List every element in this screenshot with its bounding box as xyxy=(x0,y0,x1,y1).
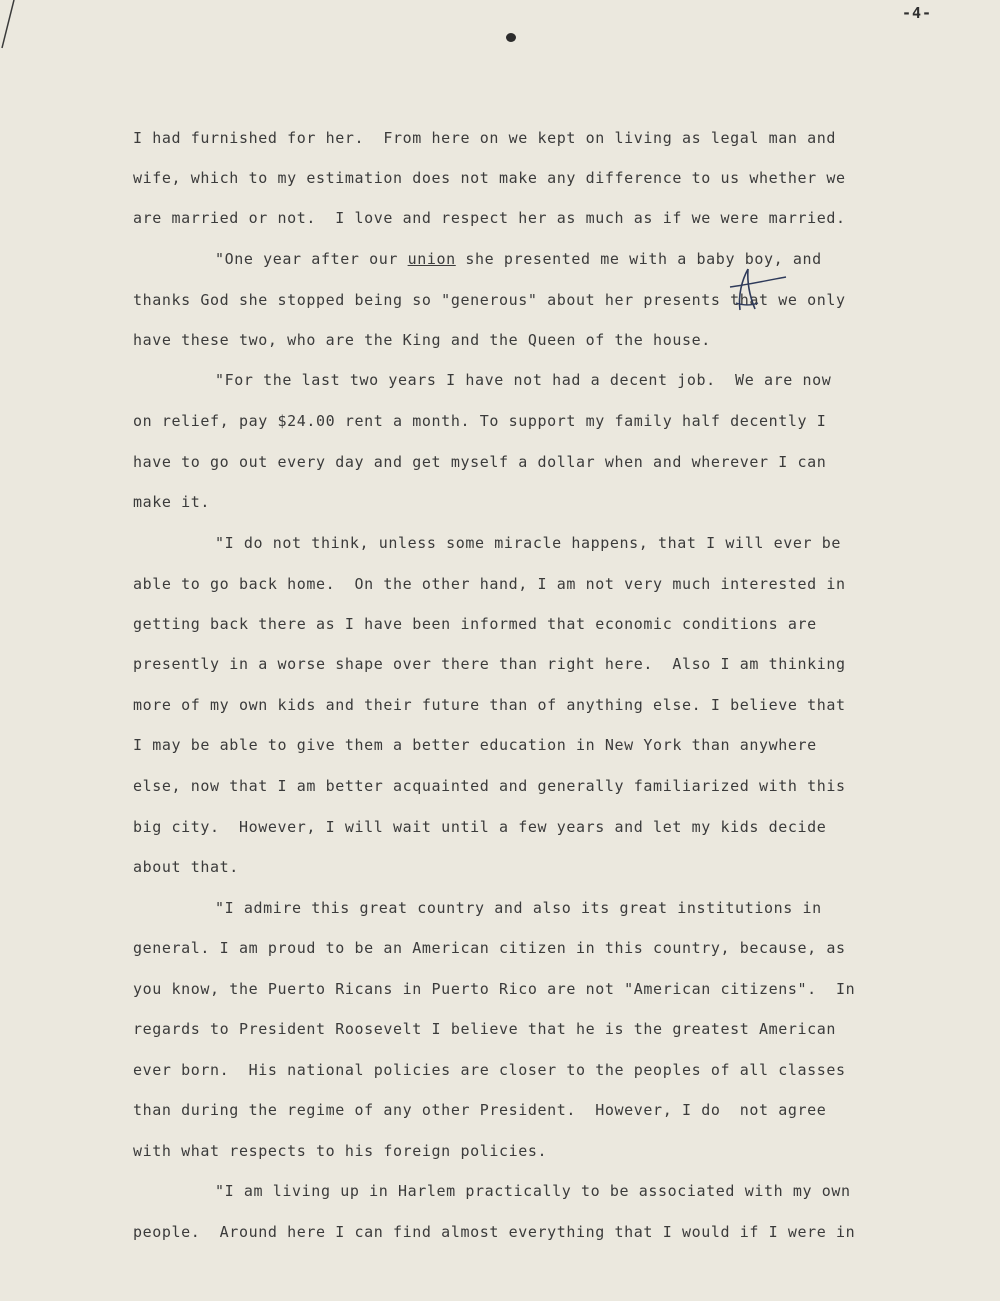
text-line: about that. xyxy=(133,858,239,876)
handwritten-correction-mark xyxy=(700,265,790,315)
text-line: "For the last two years I have not had a decent job. We are now xyxy=(215,371,832,389)
text-segment: she presented me with a baby boy, and xyxy=(455,250,822,268)
text-line: are married or not. I love and respect her as much as if we were married. xyxy=(133,209,846,227)
text-line: have to go out every day and get myself a dollar when and wherever I can xyxy=(133,453,827,471)
text-line: more of my own kids and their future than of anything else. I believe that xyxy=(133,696,846,714)
text-line: thanks God she stopped being so "generous" about her presents that we only xyxy=(133,291,846,309)
text-line: regards to President Roosevelt I believe that he is the greatest American xyxy=(133,1020,837,1038)
text-segment: "One year after our xyxy=(215,250,408,268)
text-line: I had furnished for her. From here on we kept on living as legal man and xyxy=(133,129,837,147)
text-line: big city. However, I will wait until a few years and let my kids decide xyxy=(133,818,827,836)
text-line: able to go back home. On the other hand, I am not very much interested in xyxy=(133,575,846,593)
text-line: else, now that I am better acquainted and generally familiarized with this xyxy=(133,777,846,795)
text-line: on relief, pay $24.00 rent a month. To support my family half decently I xyxy=(133,412,827,430)
text-line: people. Around here I can find almost everything that I would if I were in xyxy=(133,1223,856,1241)
text-line: general. I am proud to be an American citizen in this country, because, as xyxy=(133,939,846,957)
text-line: with what respects to his foreign policies. xyxy=(133,1142,548,1160)
text-line: "I do not think, unless some miracle happens, that I will ever be xyxy=(215,534,841,552)
underlined-word: union xyxy=(407,250,456,268)
text-line: than during the regime of any other President. However, I do not agree xyxy=(133,1101,827,1119)
page-edge-mark xyxy=(0,0,30,60)
text-line: ever born. His national policies are closer to the peoples of all classes xyxy=(133,1061,846,1079)
text-line: I may be able to give them a better education in New York than anywhere xyxy=(133,736,817,754)
text-line: make it. xyxy=(133,493,211,511)
page-number: -4- xyxy=(902,4,933,22)
text-line: have these two, who are the King and the Queen of the house. xyxy=(133,331,711,349)
text-line: wife, which to my estimation does not make any difference to us whether we xyxy=(133,169,846,187)
text-line: "I admire this great country and also its great institutions in xyxy=(215,899,822,917)
text-line: presently in a worse shape over there than right here. Also I am thinking xyxy=(133,655,846,673)
text-line: "I am living up in Harlem practically to be associated with my own xyxy=(215,1182,851,1200)
text-line: you know, the Puerto Ricans in Puerto Rico are not "American citizens". In xyxy=(133,980,856,998)
ink-spot xyxy=(506,33,516,42)
text-line: getting back there as I have been informed that economic conditions are xyxy=(133,615,817,633)
